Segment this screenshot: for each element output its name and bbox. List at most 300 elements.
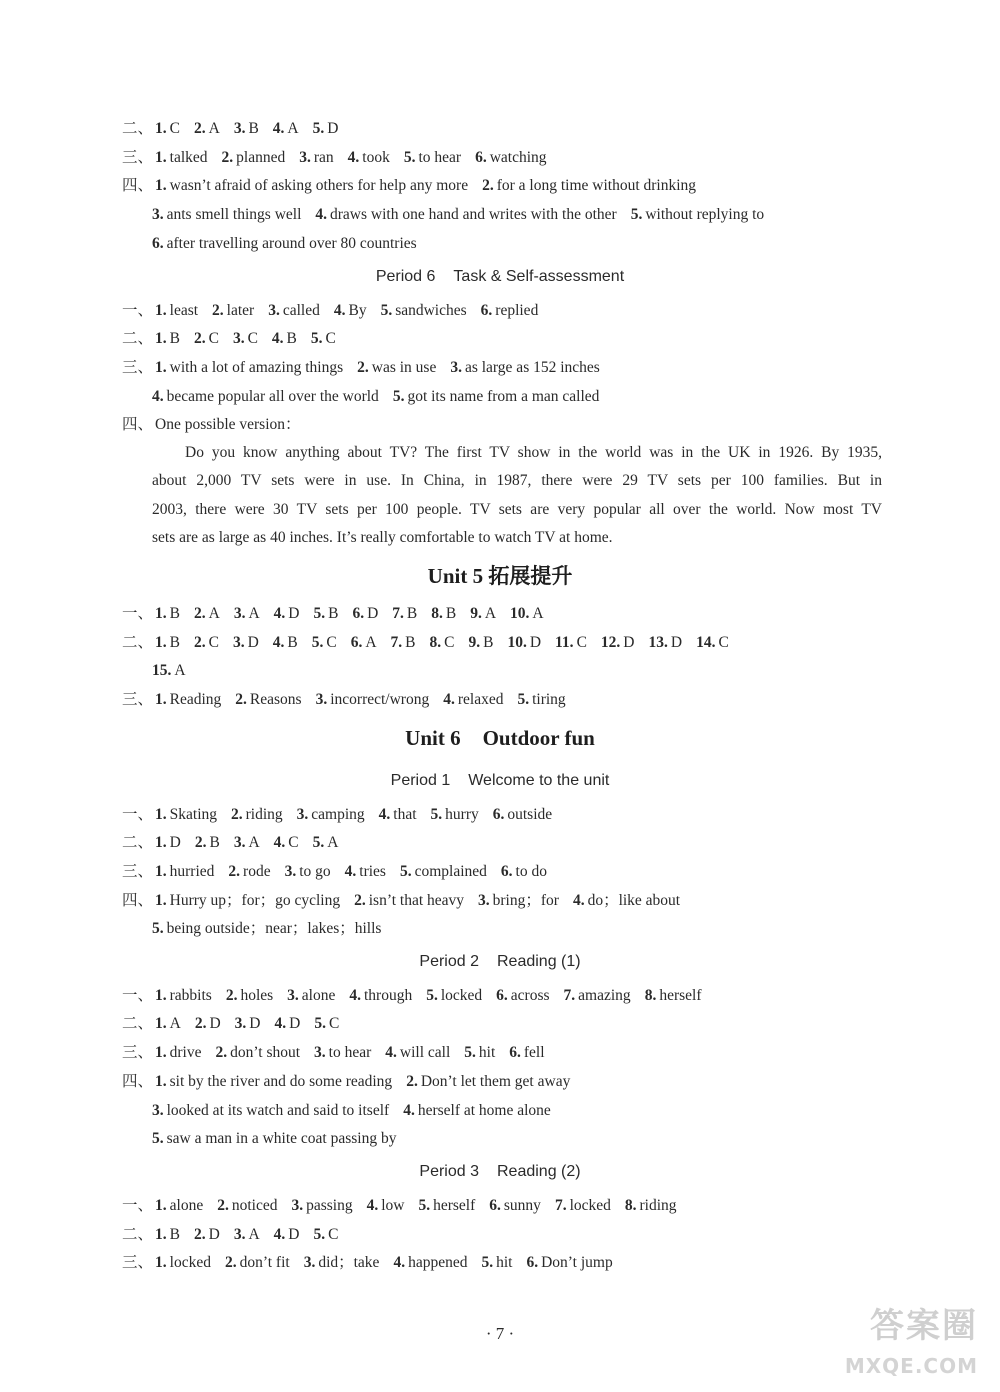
question-number: 3. [287, 987, 299, 1004]
answer-text: rode [243, 863, 271, 880]
answer-text: D [623, 634, 635, 651]
answer-item [314, 1044, 371, 1061]
answer-item [217, 1197, 277, 1214]
answer-item [403, 1102, 551, 1119]
question-number: 3. [314, 1044, 326, 1061]
period-title [0, 950, 1000, 974]
answer-item [406, 1073, 570, 1090]
answer-item [555, 1197, 611, 1214]
section-prefix: 四、 [122, 416, 154, 433]
answer-item [493, 806, 552, 823]
answer-text: took [362, 149, 390, 166]
answer-text: C [325, 330, 336, 347]
question-number: 1. [155, 987, 167, 1004]
site-watermark [838, 1298, 978, 1378]
answer-line [122, 861, 940, 883]
page-number: · 7 · [485, 1324, 515, 1343]
question-number: 2. [235, 691, 247, 708]
answer-item [155, 691, 221, 708]
answer-text: became popular all over the world [166, 388, 379, 405]
answer-line [122, 1252, 940, 1274]
answer-text: Skating [169, 806, 218, 823]
question-number: 5. [517, 691, 530, 708]
answer-text: D [249, 1015, 261, 1032]
answer-line [122, 1224, 940, 1246]
period-label: Period 6 [375, 268, 436, 285]
answer-text: camping [311, 806, 365, 823]
answer-item [443, 691, 503, 708]
answer-text: B [209, 834, 220, 851]
answer-text: Don’t let them get away [420, 1073, 571, 1090]
answer-item [304, 1254, 380, 1271]
question-number: 8. [429, 634, 442, 651]
unit-subtitle: Outdoor fun [482, 726, 595, 750]
answer-text: wasn’t afraid of asking others for help any more [169, 177, 469, 194]
answer-item [234, 605, 260, 622]
answer-text: B [169, 1226, 180, 1243]
question-number: 4. [349, 987, 361, 1004]
answer-item [275, 1015, 301, 1032]
answer-text: B [169, 330, 180, 347]
answer-item [334, 302, 367, 319]
question-number: 4. [271, 330, 284, 347]
question-number: 2. [194, 834, 207, 851]
section-prefix: 二、 [122, 330, 154, 347]
section-prefix: 二、 [122, 1015, 154, 1032]
section-prefix: 一、 [122, 806, 154, 823]
question-number: 6. [152, 235, 164, 252]
answer-line [122, 1013, 940, 1035]
answer-item [431, 806, 479, 823]
answer-text: B [286, 330, 297, 347]
answer-line [122, 175, 940, 197]
answer-item [155, 1044, 201, 1061]
answer-item [564, 987, 631, 1004]
question-number: 5. [314, 1015, 326, 1032]
answer-text: to do [515, 863, 547, 880]
answer-text: planned [236, 149, 286, 166]
answer-text: A [327, 834, 339, 851]
answer-text: happened [408, 1254, 468, 1271]
answer-text: tries [359, 863, 386, 880]
answer-item [155, 834, 181, 851]
period-label: Period 1 [390, 772, 451, 789]
question-number: 6. [489, 1197, 501, 1214]
question-number: 2. [357, 359, 369, 376]
answer-text: watching [489, 149, 547, 166]
answer-item [273, 634, 298, 651]
question-number: 2. [231, 806, 243, 823]
answer-item [291, 1197, 352, 1214]
question-number: 1. [155, 359, 167, 376]
question-number: 4. [272, 634, 285, 651]
question-number: 4. [273, 605, 286, 622]
question-number: 2. [225, 987, 238, 1004]
question-number: 4. [152, 388, 164, 405]
answer-item [155, 177, 468, 194]
answer-text: will call [399, 1044, 451, 1061]
answer-line [122, 357, 940, 379]
question-number: 5. [380, 302, 393, 319]
answer-item [234, 120, 259, 137]
answer-item [631, 206, 764, 223]
answer-text: C [288, 834, 299, 851]
answer-text: as large as 152 inches [464, 359, 600, 376]
question-number: 1. [155, 1073, 167, 1090]
answer-text: A [208, 120, 220, 137]
answer-text: don’t shout [230, 1044, 301, 1061]
answer-item [482, 177, 696, 194]
question-number: 7. [554, 1197, 567, 1214]
answer-item [351, 634, 377, 651]
answer-item [234, 1226, 260, 1243]
answer-item [155, 120, 180, 137]
answer-item [287, 987, 335, 1004]
answer-text: herself [659, 987, 702, 1004]
answer-text: with a lot of amazing things [169, 359, 344, 376]
answer-text: later [226, 302, 255, 319]
answer-text: locked [440, 987, 483, 1004]
question-number: 13. [648, 634, 668, 651]
answer-line [122, 890, 940, 912]
question-number: 2. [193, 634, 206, 651]
answer-text: A [532, 605, 544, 622]
section-prefix: 一、 [122, 1197, 154, 1214]
answer-item [152, 388, 379, 405]
question-number: 3. [291, 1197, 304, 1214]
question-number: 3. [152, 1102, 164, 1119]
answer-item [235, 691, 301, 708]
essay-line: 2003, there were 30 TV sets per 100 people. TV sets are very popular all over the world. Now most TV [152, 501, 882, 518]
answer-text: locked [169, 1254, 211, 1271]
answer-item [195, 834, 220, 851]
answer-text: called [282, 302, 320, 319]
answer-text: Reasons [249, 691, 302, 708]
question-number: 5. [392, 388, 405, 405]
answer-text: alone [169, 1197, 204, 1214]
answer-item [496, 987, 549, 1004]
question-number: 3. [315, 691, 328, 708]
answer-text: B [406, 605, 418, 622]
question-number: 3. [299, 149, 311, 166]
question-number: 3. [303, 1254, 316, 1271]
answer-item [274, 834, 299, 851]
answer-item [194, 1226, 220, 1243]
answer-item [297, 806, 365, 823]
answer-item [517, 691, 565, 708]
question-number: 2. [406, 1073, 418, 1090]
answer-text: hurried [169, 863, 215, 880]
answer-line [122, 1042, 940, 1064]
answer-text: B [169, 605, 180, 622]
answer-line [122, 328, 940, 350]
question-number: 5. [481, 1254, 494, 1271]
question-number: 2. [354, 892, 366, 909]
section-prefix: 三、 [122, 149, 154, 166]
answer-item [152, 206, 301, 223]
answer-text: do；like about [587, 892, 681, 909]
question-number: 7. [563, 987, 576, 1004]
answer-line [152, 233, 940, 255]
question-number: 4. [403, 1102, 415, 1119]
answer-text: B [287, 634, 298, 651]
answer-text: holes [240, 987, 274, 1004]
answer-text: sunny [503, 1197, 541, 1214]
answer-item [155, 1197, 203, 1214]
period-title [0, 769, 1000, 793]
question-number: 4. [273, 834, 286, 851]
answer-text: D [529, 634, 542, 651]
answer-item [349, 987, 412, 1004]
question-number: 2. [482, 177, 494, 194]
section-prefix: 四、 [122, 177, 154, 194]
question-number: 7. [392, 605, 404, 622]
question-number: 1. [155, 1044, 167, 1061]
answer-text: C [326, 634, 337, 651]
answer-text: A [287, 120, 299, 137]
answer-item [285, 863, 331, 880]
question-number: 4. [273, 1226, 286, 1243]
period-subtitle: Task & Self-assessment [453, 268, 625, 285]
section-prefix: 三、 [122, 359, 154, 376]
answer-text: to go [299, 863, 331, 880]
answer-text: herself [433, 1197, 476, 1214]
answer-item [367, 1197, 405, 1214]
question-number: 5. [152, 920, 164, 937]
answer-item [235, 1015, 261, 1032]
answer-text: A [248, 834, 260, 851]
answer-item [195, 1015, 221, 1032]
answer-text: alone [301, 987, 336, 1004]
answer-item [478, 892, 559, 909]
question-number: 6. [492, 806, 505, 823]
answer-text: that [393, 806, 417, 823]
answer-text: fell [523, 1044, 545, 1061]
answer-item [233, 330, 258, 347]
answer-line [152, 918, 940, 940]
answer-text: isn’t that heavy [368, 892, 465, 909]
answer-item [357, 359, 436, 376]
answer-text: A [365, 634, 377, 651]
answer-item [222, 149, 286, 166]
question-number: 10. [507, 634, 527, 651]
question-number: 4. [344, 863, 357, 880]
answer-text: D [247, 634, 259, 651]
answer-item [313, 1226, 338, 1243]
answer-text: sandwiches [395, 302, 467, 319]
question-number: 2. [228, 863, 241, 880]
answer-item [489, 1197, 541, 1214]
answer-text: ants smell things well [166, 206, 302, 223]
answer-item [426, 987, 482, 1004]
section-prefix: 三、 [122, 1254, 154, 1271]
question-number: 3. [232, 634, 245, 651]
answer-line [152, 1128, 940, 1150]
question-number: 4. [274, 1015, 287, 1032]
answer-text: hurry [445, 806, 479, 823]
answer-item [155, 605, 180, 622]
question-number: 15. [152, 662, 172, 679]
answer-text: bring；for [492, 892, 559, 909]
answer-text: across [510, 987, 550, 1004]
answer-item [228, 863, 270, 880]
question-number: 1. [155, 149, 167, 166]
answer-text: By [348, 302, 367, 319]
answer-text: C [208, 634, 219, 651]
answer-item [155, 863, 214, 880]
answer-text: being outside；near；lakes；hills [166, 920, 382, 937]
answer-text: C [169, 120, 180, 137]
answer-text: A [174, 662, 186, 679]
answer-line [122, 689, 940, 711]
question-number: 3. [450, 359, 462, 376]
question-number: 8. [624, 1197, 637, 1214]
answer-text: looked at its watch and said to itself [166, 1102, 390, 1119]
period-title [0, 265, 1000, 289]
answer-text: ran [313, 149, 334, 166]
answer-text: D [288, 605, 300, 622]
answer-text: herself at home alone [417, 1102, 551, 1119]
section-prefix: 二、 [122, 120, 154, 137]
section-prefix: 二、 [122, 634, 154, 651]
answer-item [481, 1254, 512, 1271]
answer-text: Don’t jump [541, 1254, 613, 1271]
answer-text: Hurry up；for；go cycling [169, 892, 341, 909]
section-prefix: 四、 [122, 1073, 154, 1090]
question-number: 3. [284, 863, 297, 880]
answer-text: D [670, 634, 683, 651]
question-number: 6. [352, 605, 365, 622]
question-number: 5. [313, 1226, 326, 1243]
answer-text: tiring [532, 691, 566, 708]
answer-text: D [288, 1226, 300, 1243]
section-prefix: 二、 [122, 1226, 154, 1243]
answer-text: riding [245, 806, 283, 823]
answer-line [122, 603, 940, 625]
answer-item [155, 302, 198, 319]
question-number: 2. [193, 1226, 206, 1243]
question-number: 5. [312, 834, 325, 851]
unit-label: Unit 6 [405, 726, 461, 750]
question-number: 2. [215, 1044, 228, 1061]
answer-item [507, 634, 541, 651]
question-number: 4. [347, 149, 360, 166]
question-number: 4. [443, 691, 455, 708]
answer-text: D [367, 605, 379, 622]
section-prefix: 三、 [122, 863, 154, 880]
answer-item [194, 634, 219, 651]
question-number: 11. [555, 634, 574, 651]
answer-item [155, 1015, 181, 1032]
question-number: 5. [399, 863, 412, 880]
answer-item [348, 149, 390, 166]
question-number: 3. [233, 120, 246, 137]
essay-line: sets are as large as 40 inches. It’s really comfortable to watch TV at home. [152, 529, 613, 546]
question-number: 12. [600, 634, 621, 651]
answer-item [418, 1197, 475, 1214]
answer-item [381, 302, 467, 319]
answer-item [573, 892, 680, 909]
answer-item [464, 1044, 495, 1061]
question-number: 5. [464, 1044, 476, 1061]
answer-text: D [327, 120, 339, 137]
answer-text: passing [306, 1197, 353, 1214]
question-number: 5. [312, 120, 325, 137]
question-number: 2. [217, 1197, 229, 1214]
answer-item [393, 388, 600, 405]
answer-item [379, 806, 417, 823]
period-title [0, 1160, 1000, 1184]
answer-item [155, 892, 340, 909]
question-number: 1. [155, 605, 167, 622]
answer-text: sit by the river and do some reading [169, 1073, 393, 1090]
answer-text: complained [414, 863, 487, 880]
question-number: 4. [315, 206, 328, 223]
answer-text: hit [496, 1254, 513, 1271]
answer-text: draws with one hand and writes with the other [330, 206, 617, 223]
answer-item [354, 892, 464, 909]
answer-item [226, 987, 273, 1004]
answer-item [155, 1254, 211, 1271]
answer-text: C [576, 634, 587, 651]
answer-item [601, 634, 635, 651]
answer-item [152, 1130, 396, 1147]
question-number: 3. [233, 605, 246, 622]
answer-item [212, 302, 254, 319]
question-number: 1. [155, 1226, 167, 1243]
answer-text: to hear [418, 149, 462, 166]
answer-text: One possible version： [155, 416, 301, 433]
answer-line [152, 660, 940, 682]
answer-text: A [248, 605, 260, 622]
question-number: 1. [155, 330, 167, 347]
answer-line [122, 985, 940, 1007]
question-number: 2. [193, 120, 206, 137]
answer-item [231, 806, 283, 823]
answer-item [152, 235, 417, 252]
answer-item [313, 605, 338, 622]
answer-text: B [405, 634, 416, 651]
question-number: 2. [193, 330, 206, 347]
answer-text: without replying to [645, 206, 765, 223]
answer-text: don’t fit [239, 1254, 290, 1271]
answer-text: saw a man in a white coat passing by [166, 1130, 397, 1147]
answer-text: C [247, 330, 258, 347]
answer-item [430, 634, 455, 651]
section-prefix: 一、 [122, 605, 154, 622]
section-prefix: 四、 [122, 892, 154, 909]
answer-item [155, 149, 208, 166]
answer-text: to hear [328, 1044, 372, 1061]
answer-item [299, 149, 333, 166]
answer-line [122, 300, 940, 322]
question-number: 1. [155, 634, 167, 651]
question-number: 5. [313, 605, 326, 622]
answer-text: amazing [578, 987, 631, 1004]
answer-text: drive [169, 1044, 202, 1061]
answer-text: B [445, 605, 457, 622]
answer-text: relaxed [457, 691, 504, 708]
question-number: 1. [155, 863, 167, 880]
question-number: 5. [152, 1130, 164, 1147]
question-number: 2. [194, 1015, 207, 1032]
question-number: 3. [234, 1015, 247, 1032]
question-number: 1. [155, 691, 167, 708]
section-prefix: 二、 [122, 834, 154, 851]
answer-item [152, 662, 186, 679]
answer-item [274, 605, 300, 622]
answer-text: D [169, 834, 181, 851]
